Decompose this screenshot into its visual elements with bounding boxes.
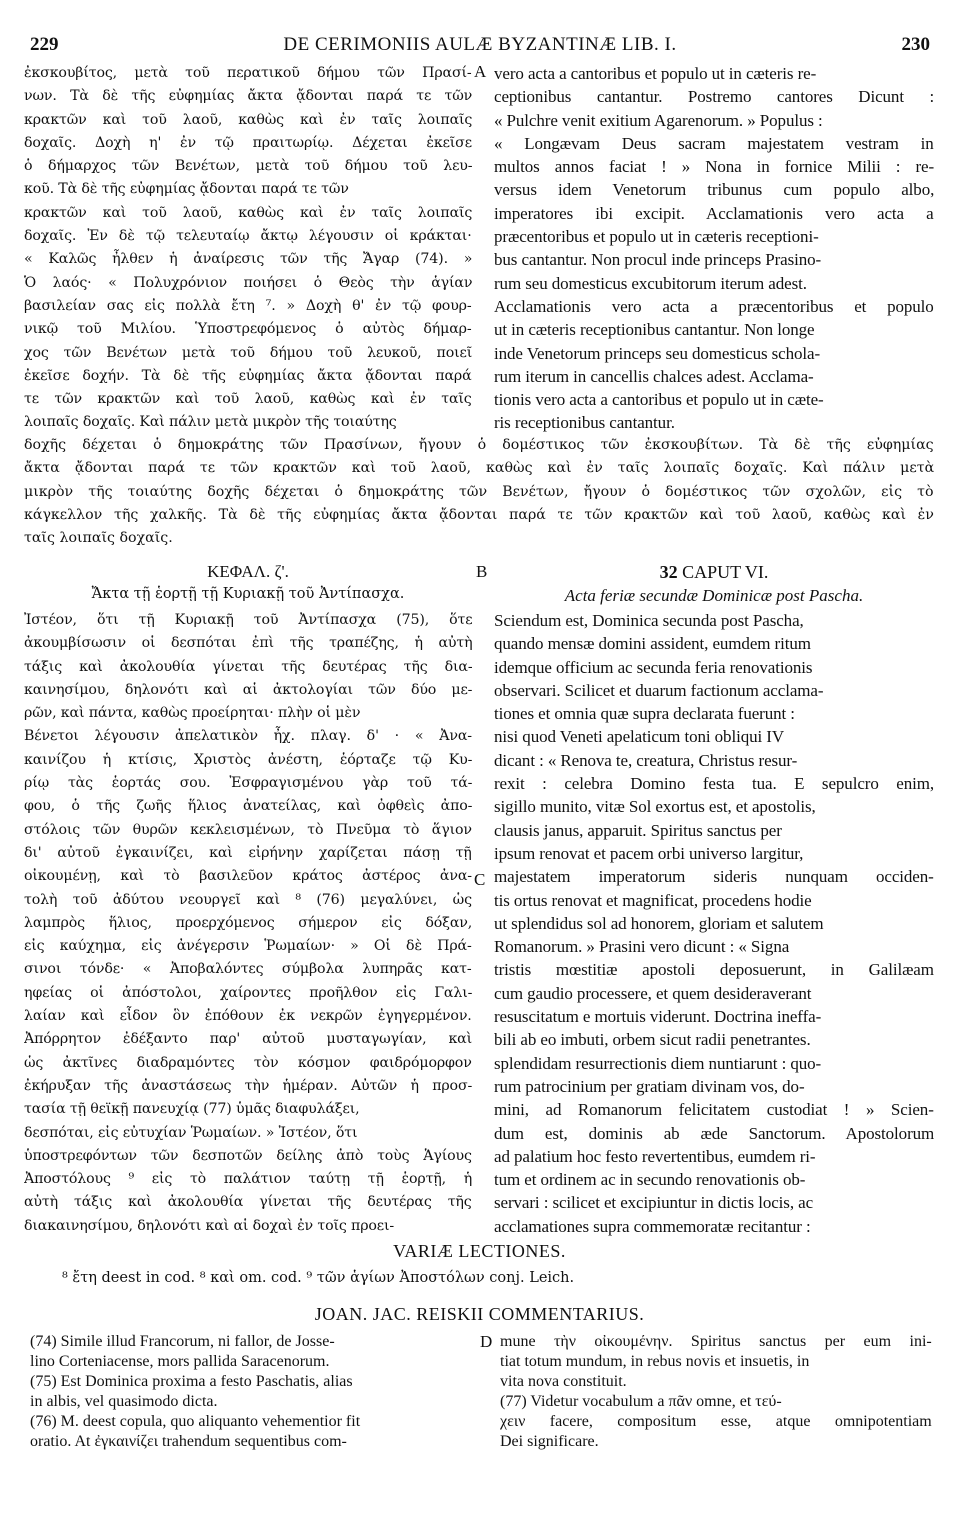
latin-text-line: tum et ordinem ac in secundo renovationis ob- xyxy=(494,1170,806,1190)
latin-text-line: acclamationes supra commemoratæ recitantur : xyxy=(494,1216,811,1236)
latin-text-line: majestatem imperatorum sideris nunquam occiden- xyxy=(494,867,934,887)
greek-text-line: διακαινησίμου, δηλονότι καὶ αἱ δοχαὶ ἐν τοῖς προει- xyxy=(24,1217,395,1234)
full-width-greek-paragraph xyxy=(24,434,934,550)
greek-text-line: τασία τῇ θεϊκῇ πανευχίᾳ (77) ὑμᾶς διαφυλάξει, xyxy=(24,1101,360,1118)
latin-text-line: quando mensæ domini assident, eumdem ritum xyxy=(494,634,811,654)
greek-text-line: βασιλείαν σας εἰς πολλὰ ἔτη ⁷. » Δοχὴ θ' ἐν τῷ φουρ- xyxy=(24,297,472,314)
greek-text-line: κάγκελλον τῆς χαλκῆς. Τὰ δὲ τῆς εὐφημίας ἄκτα ᾄδονται παρά τε τῶν κρακτῶν καὶ τοῦ λαοῦ, καθὼς καὶ ἐν xyxy=(24,506,934,523)
greek-text-line: νικῷ τοῦ Μιλίου. Ὑποστρεφόμενος ὁ αὐτὸς δήμαρ- xyxy=(24,321,472,338)
latin-text-line: « Longævam Deus sacram majestatem vestram in xyxy=(494,133,934,153)
latin-text-line: præcentoribus et populo ut in cæteris receptioni- xyxy=(494,227,819,247)
latin-text-line: splendidam resurrectionis diem nuntiarunt : quo- xyxy=(494,1053,822,1073)
latin-text-line: ris receptionibus cantantur. xyxy=(494,413,675,433)
greek-text-line: μικρὸν τῆς τοιαύτης δοχῆς δέχεται ὁ δημοκράτης τῶν Βενέτων, ἤγουν ὁ δομέστικος τῶν σχολῶν, εἰς τὸ xyxy=(24,483,934,500)
commentary-note-line: vita nova constituit. xyxy=(500,1373,627,1390)
commentary-note-line: tiat totum mundum, in rebus novis et insuetis, in xyxy=(500,1353,810,1370)
greek-text-line: ἐκσκουβίτος, μετὰ τοῦ περατικοῦ δήμου τῶν Πρασί- xyxy=(24,65,472,81)
latin-text-line: rum seu domesticus excubitorum iterum adest. xyxy=(494,273,807,293)
greek-text-line: δεσπόται, εἰς εὐτυχίαν Ῥωμαίων. » Ἰστέον, ὅτι xyxy=(24,1124,358,1141)
latin-text-line: bus cantantur. Non procul inde princeps Prasino- xyxy=(494,250,822,270)
latin-text-line: ipsum renovat et pacem orbi universo largitur, xyxy=(494,843,804,863)
greek-text-line: Ὁ λαός· « Πολυχρόνιον ποιήσει ὁ Θεὸς τὴν ἁγίαν xyxy=(24,274,472,291)
margin-marker-c: C xyxy=(474,870,486,889)
commentary-note-line: Dei significare. xyxy=(500,1433,599,1450)
greek-text-line: Ἀποστόλους ⁹ εἰς τὸ παλάτιον ταύτῃ τῇ ἑορτῇ, ἡ xyxy=(24,1171,472,1188)
margin-marker-b: B xyxy=(476,562,488,581)
latin-chapter-title: CAPUT VI. xyxy=(682,562,769,582)
greek-text-line: σινοι τόνδε· « Ἀποβαλόντες σύμβολα λυπηρᾶς κατ- xyxy=(24,961,472,978)
greek-text-line: λαίαν καὶ εἶδον ὃν ἐπόθουν ἐκ νεκρῶν ἐγηγερμένον. xyxy=(24,1008,472,1025)
greek-text-line: φου, ὁ τῆς ζωῆς ἥλιος ἀνατείλας, καὶ ὀφθεὶς ἀπο- xyxy=(24,798,472,815)
latin-text-line: versus idem Venetorum tribunus cum populo albo, xyxy=(494,180,934,200)
latin-text-line: rexit : celebra Domino festa tua. E sepulcro enim, xyxy=(494,774,934,794)
greek-text-line: λοιπαῖς δοχαῖς. Καὶ πάλιν μετὰ μικρὸν τῆς τοιαύτης xyxy=(24,414,397,431)
greek-text-line: τολὴ τοῦ ἀδύτου νεουργεῖ καὶ ⁸ (76) μεγαλύνει, ὡς xyxy=(24,891,472,908)
latin-text-line: imperatores ibi excipit. Acclamationis vero acta a xyxy=(494,203,934,223)
latin-text-line: servari : scilicet et excipiuntur in dictis locis, ac xyxy=(494,1193,814,1213)
greek-text-line: ἐκήρυξαν τῆς ἀναστάσεως τὴν ἡμέραν. Αὐτῶν ἡ προσ- xyxy=(24,1077,472,1094)
greek-text-line: τάξις καὶ ἀκολουθία γίνεται τῆς δευτέρας τῆς δια- xyxy=(24,658,472,675)
commentary-note-line: mune τὴν οἰκουμένην. Spiritus sanctus per eum ini- xyxy=(500,1333,932,1350)
commentary-note-line: (74) Simile illud Francorum, ni fallor, de Josse- xyxy=(30,1333,335,1350)
latin-text-line: ut in cæteris receptionibus cantantur. Non longe xyxy=(494,320,815,340)
latin-text-line: bili ab eo imbuti, orbem sicut radii penetrantes. xyxy=(494,1030,811,1050)
margin-marker-a: A xyxy=(474,62,487,81)
greek-text-line: δοχαῖς. Δοχὴ η' ἐν τῷ πραιτωρίῳ. Δέχεται ἐκεῖσε xyxy=(24,134,472,151)
greek-text-line: « Καλῶς ἦλθεν ἡ ἀναίρεσις τῶν τῆς Ἄγαρ (74). » xyxy=(24,251,472,268)
latin-text-line: resuscitatum e mortuis viderunt. Doctrina ineffa- xyxy=(494,1007,822,1027)
latin-text-line: vero acta a cantoribus et populo ut in cæteris re- xyxy=(494,64,817,83)
top-latin-column xyxy=(494,62,934,435)
greek-text-line: ὡς ἀκτῖνες διαδραμόντες τὸν κόσμον φαιδρόμορφον xyxy=(24,1054,472,1071)
greek-text-line: κοῦ. Τὰ δὲ τῆς εὐφημίας ᾄδονται παρά τε τῶν xyxy=(24,181,349,198)
margin-marker-d: D xyxy=(480,1332,493,1351)
greek-text-line: κρακτῶν καὶ τοῦ λαοῦ, καθὼς καὶ ἐν ταῖς λοιπαῖς xyxy=(24,204,472,221)
commentary-note-line: in albis, vel quasimodo dicta. xyxy=(30,1393,218,1410)
latin-text-line: rum iterum in cancellis chalces adest. Acclama- xyxy=(494,366,814,386)
latin-text-line: multos annos faciat ! » Nona in fornice Milii : re- xyxy=(494,157,934,177)
latin-text-line: rum patrocinium per gratiam divinam vos, do- xyxy=(494,1076,805,1096)
latin-text-line: ceptionibus cantantur. Postremo cantores Dicunt : xyxy=(494,87,934,107)
greek-text-line: ὁ δήμαρχος τῶν Βενέτων, μετὰ τοῦ δήμου τοῦ λευ- xyxy=(24,158,472,175)
latin-text-line: clausis janus, apparuit. Spiritus sanctus per xyxy=(494,820,782,840)
latin-text-line: mini, ad Romanorum felicitatem custodiat ! » Scien- xyxy=(494,1100,934,1120)
greek-text-line: οἰκουμένῃ, καὶ τὸ βασιλεῦον κράτος ἀστέρος ἀνα- xyxy=(24,868,472,885)
greek-text-line: ταῖς λοιπαῖς δοχαῖς. xyxy=(24,530,173,547)
latin-chapter-subheading: Acta feriæ secundæ Dominicæ post Pascha. xyxy=(564,586,864,605)
variae-lectiones-line: ⁸ ἔτη deest in cod. ⁸ καὶ om. cod. ⁹ τῶν ἁγίων Ἀποστόλων conj. Leich. xyxy=(62,1270,575,1286)
greek-text-line: στόλοις τῶν θυρῶν κεκλεισμένων, τὸ Πνεῦμα τὸ ἅγιον xyxy=(24,821,472,838)
commentary-note-line: χειν facere, compositum esse, atque omnipotentiam xyxy=(500,1413,932,1430)
greek-text-line: δοχῆς δέχεται ὁ δημοκράτης τῶν Πρασίνων, ἤγουν ὁ δομέστικος τῶν ἐκσκουβίτων. Τὰ δὲ τῆς εὐφημίας xyxy=(24,437,934,453)
latin-text-line: tis ortus renovat et magnificat, procedens hodie xyxy=(494,890,812,910)
commentary-note-line: oratio. At ἐγκαινίζει trahendum sequentibus com- xyxy=(30,1433,347,1450)
commentary-note-line: lino Corteniacense, mors pallida Saracenorum. xyxy=(30,1353,330,1370)
commentary-note-line: (76) M. deest copula, quo aliquanto vehementior fit xyxy=(30,1413,361,1430)
latin-text-line: dicant : « Renova te, creatura, Christus resur- xyxy=(494,750,798,770)
latin-text-line: tiones et omnia quæ supra declarata fuerunt : xyxy=(494,704,795,724)
greek-text-line: ἐκεῖσε δοχήν. Τὰ δὲ τῆς εὐφημίας ἄκτα ᾄδονται παρά xyxy=(24,367,472,384)
latin-text-line: ut splendidus sol ad honorem, gloriam et salutem xyxy=(494,913,824,933)
notes-left-column xyxy=(30,1332,476,1452)
greek-text-line: λαμπρὸς ἥλιος, προερχόμενος σήμερον εἰς δόξαν, xyxy=(24,914,472,931)
latin-text-line: sigillo munito, vitæ Sol exortus est, et apostolis, xyxy=(494,797,816,817)
greek-text-line: καινίζου ἡ κτίσις, Χριστὸς ἀνέστη, ἑόρταζε τῷ Κυ- xyxy=(24,751,472,768)
greek-text-line: καινησίμου, δηλονότι καὶ αἱ ἀκτολογίαι τῶν δύο με- xyxy=(24,681,472,698)
latin-text-line: idemque officium ac secunda feria renovationis xyxy=(494,657,813,677)
greek-text-line: ἀκουμβίσωσιν οἱ δεσπόται ἐπὶ τῆς τραπέζης, ἡ αὐτὴ xyxy=(24,635,472,652)
commentary-note-line: (75) Est Dominica proxima a festo Paschatis, alias xyxy=(30,1373,353,1390)
greek-text-line: Ἰστέον, ὅτι τῇ Κυριακῇ τοῦ Ἀντίπασχα (75), ὅτε xyxy=(24,612,472,628)
greek-text-line: ὑποστρεφόντων τῶν δεσποτῶν δείλης ἀπὸ τοὺς Ἁγίους xyxy=(24,1147,472,1164)
latin-text-line: cum gaudio processere, et quem desideraverant xyxy=(494,983,812,1003)
variae-lectiones-heading: VARIÆ LECTIONES. xyxy=(393,1241,566,1261)
latin-text-line: ad palatium hoc festo revertentibus, eumdem ri- xyxy=(494,1146,816,1166)
latin-text-line: observari. Scilicet et duarum factionum acclama- xyxy=(494,680,824,700)
latin-text-line: Acclamationis vero acta a præcentoribus et populo xyxy=(494,296,934,316)
top-greek-column xyxy=(24,62,472,435)
notes-right-column xyxy=(500,1332,932,1452)
greek-chapter-subheading: Ἄκτα τῇ ἑορτῇ τῇ Κυριακῇ τοῦ Ἀντίπασχα. xyxy=(91,586,405,602)
latin-chapter-heading xyxy=(496,562,932,583)
mid-latin-column xyxy=(494,609,934,1238)
latin-text-line: Sciendum est, Dominica secunda post Pascha, xyxy=(494,611,804,630)
commentarius-heading: JOAN. JAC. REISKII COMMENTARIUS. xyxy=(314,1304,645,1324)
latin-chapter-number: 32 xyxy=(659,562,678,582)
greek-text-line: ρῶν, καὶ πάντα, καθὼς προείρηται· πλὴν οἱ μὲν xyxy=(24,705,361,722)
greek-text-line: κρακτῶν καὶ τοῦ λαοῦ, καθὼς καὶ ἐν ταῖς λοιπαῖς xyxy=(24,111,472,128)
latin-text-line: dum est, dominis ab æde Sanctorum. Apostolorum xyxy=(494,1123,934,1143)
greek-text-line: νων. Τὰ δὲ τῆς εὐφημίας ἄκτα ᾄδονται παρά τε τῶν xyxy=(24,88,472,105)
greek-chapter-heading: ΚΕΦΑΛ. ζ'. xyxy=(207,562,289,581)
latin-text-line: « Pulchre venit exitium Agarenorum. » Populus : xyxy=(494,110,823,130)
latin-text-line: nisi quod Veneti apelaticum toni obliqui IV xyxy=(494,727,785,747)
greek-text-line: δι' αὐτοῦ ἐγκαινίζει, καὶ εἰρήνην χαρίζεται πάσῃ τῇ xyxy=(24,844,472,861)
page-number-left: 229 xyxy=(30,34,59,55)
running-header xyxy=(30,34,930,58)
greek-text-line: Βένετοι λέγουσιν ἀπελατικὸν ἦχ. πλαγ. δ' · « Ἀνα- xyxy=(24,728,472,745)
latin-text-line: tionis vero acta a cantoribus et populo ut in cæte- xyxy=(494,390,824,410)
greek-text-line: τε τῶν κρακτῶν καὶ τοῦ λαοῦ, καθὼς καὶ ἐν ταῖς xyxy=(24,391,472,408)
commentary-note-line: (77) Videtur vocabulum a πᾶν omne, et τεύ- xyxy=(500,1393,782,1410)
greek-text-line: ρίῳ τὰς ἑορτάς σου. Ἐσφραγισμένου γὰρ τοῦ τά- xyxy=(24,775,472,792)
greek-text-line: ηφείας οἱ ἀπόστολοι, χαίροντες προῆλθον εἰς Γαλι- xyxy=(24,984,472,1001)
mid-greek-column xyxy=(24,609,472,1238)
greek-text-line: ἄκτα ᾄδονται παρά τε τῶν κρακτῶν καὶ τοῦ λαοῦ, καθὼς καὶ ἐν ταῖς λοιπαῖς δοχαῖς. Καὶ πάλιν μετὰ xyxy=(24,460,934,477)
latin-text-line: inde Venetorum princeps seu domesticus schola- xyxy=(494,343,821,363)
greek-text-line: εἰς καύχημα, εἰς ἀνέγερσιν Ῥωμαίων· » Οἱ δὲ Πρά- xyxy=(24,938,472,955)
running-title: DE CERIMONIIS AULÆ BYZANTINÆ LIB. I. xyxy=(283,34,677,55)
greek-text-line: Ἀπόρρητον ἐδέξαντο παρ' αὐτοῦ μυσταγωγίαν, καὶ xyxy=(24,1031,472,1048)
latin-text-line: tristis mœstitiæ apostoli deposuerunt, in Galilæam xyxy=(494,960,934,980)
page-number-right: 230 xyxy=(901,34,930,55)
latin-text-line: Romanorum. » Prasini vero dicunt : « Signa xyxy=(494,937,790,957)
greek-text-line: δοχαῖς. Ἐν δὲ τῷ τελευταίῳ ἄκτῳ λέγουσιν οἱ κράκται· xyxy=(24,228,472,245)
greek-text-line: αὐτὴ τάξις καὶ ἀκολουθία γίνεται τῆς δευτέρας τῆς xyxy=(24,1194,472,1211)
greek-text-line: χος τῶν Βενέτων μετὰ τοῦ δήμου τοῦ λευκοῦ, ποιεῖ xyxy=(24,344,472,361)
